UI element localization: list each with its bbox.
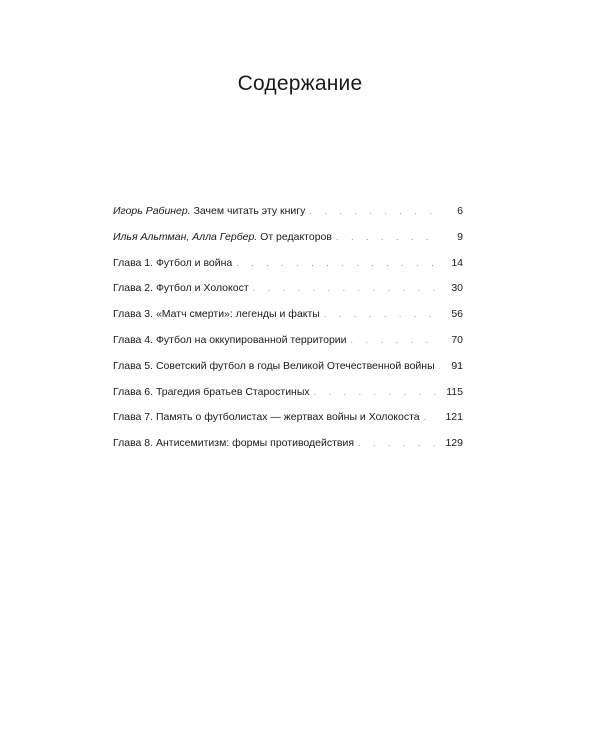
toc-entry-title: Глава 3. «Матч смерти»: легенды и факты: [113, 308, 320, 321]
dot-leader: [314, 385, 439, 399]
page-title: Содержание: [237, 72, 363, 95]
toc-entry-title: Глава 2. Футбол и Холокост: [113, 282, 249, 295]
dot-leader: [236, 256, 439, 270]
dot-leader: [309, 204, 439, 218]
toc-entry-title: Глава 7. Память о футболистах — жертвах войны и Холокоста: [113, 411, 420, 424]
toc-entry[interactable]: [113, 385, 463, 411]
toc-entry-page-number: 121: [445, 411, 463, 424]
toc-entry-title-text: Зачем читать эту книгу: [190, 205, 306, 217]
toc-entry-page-number: 9: [457, 230, 463, 243]
toc-entry-page-number: 14: [451, 256, 463, 269]
toc-entry-title: Глава 4. Футбол на оккупированной территории: [113, 333, 347, 346]
toc-entry-page-number: 70: [451, 333, 463, 346]
dot-leader: [253, 281, 439, 295]
toc-entry-page-number: 6: [457, 205, 463, 217]
toc-entry-title: [113, 230, 332, 244]
toc-entry[interactable]: [113, 307, 463, 333]
toc-entry-page-number: 30: [451, 282, 463, 295]
dot-leader: [358, 436, 439, 450]
toc-entry-title-text: От редакторов: [257, 230, 332, 243]
toc-entry[interactable]: [113, 230, 463, 256]
toc-entry-title: Глава 1. Футбол и война: [113, 256, 233, 269]
toc-entry[interactable]: [113, 281, 463, 307]
toc-entry[interactable]: [113, 204, 463, 230]
dot-leader: [336, 230, 439, 244]
toc-entry[interactable]: [113, 359, 463, 385]
toc-entry-page-number: 91: [451, 359, 463, 372]
toc-entry[interactable]: [113, 410, 463, 436]
toc-entry-page-number: 115: [446, 385, 463, 398]
toc-entry-title: [113, 204, 305, 218]
table-of-contents: [113, 204, 463, 462]
dot-leader: [351, 333, 439, 347]
dot-leader: [324, 307, 439, 321]
toc-entry-title: Глава 8. Антисемитизм: формы противодействия: [113, 437, 355, 450]
toc-entry-author: Игорь Рабинер.: [113, 205, 191, 217]
toc-entry[interactable]: [113, 333, 463, 359]
toc-entry-page-number: 56: [451, 308, 463, 321]
toc-entry[interactable]: [113, 256, 463, 282]
dot-leader: [424, 410, 439, 424]
toc-entry-title: Глава 6. Трагедия братьев Старостиных: [113, 385, 310, 398]
toc-entry-title: Глава 5. Советский футбол в годы Великой Отечественной войны: [113, 359, 435, 372]
toc-entry-page-number: 129: [445, 437, 463, 450]
toc-entry[interactable]: [113, 436, 463, 462]
toc-entry-author: Илья Альтман, Алла Гербер.: [113, 230, 258, 243]
